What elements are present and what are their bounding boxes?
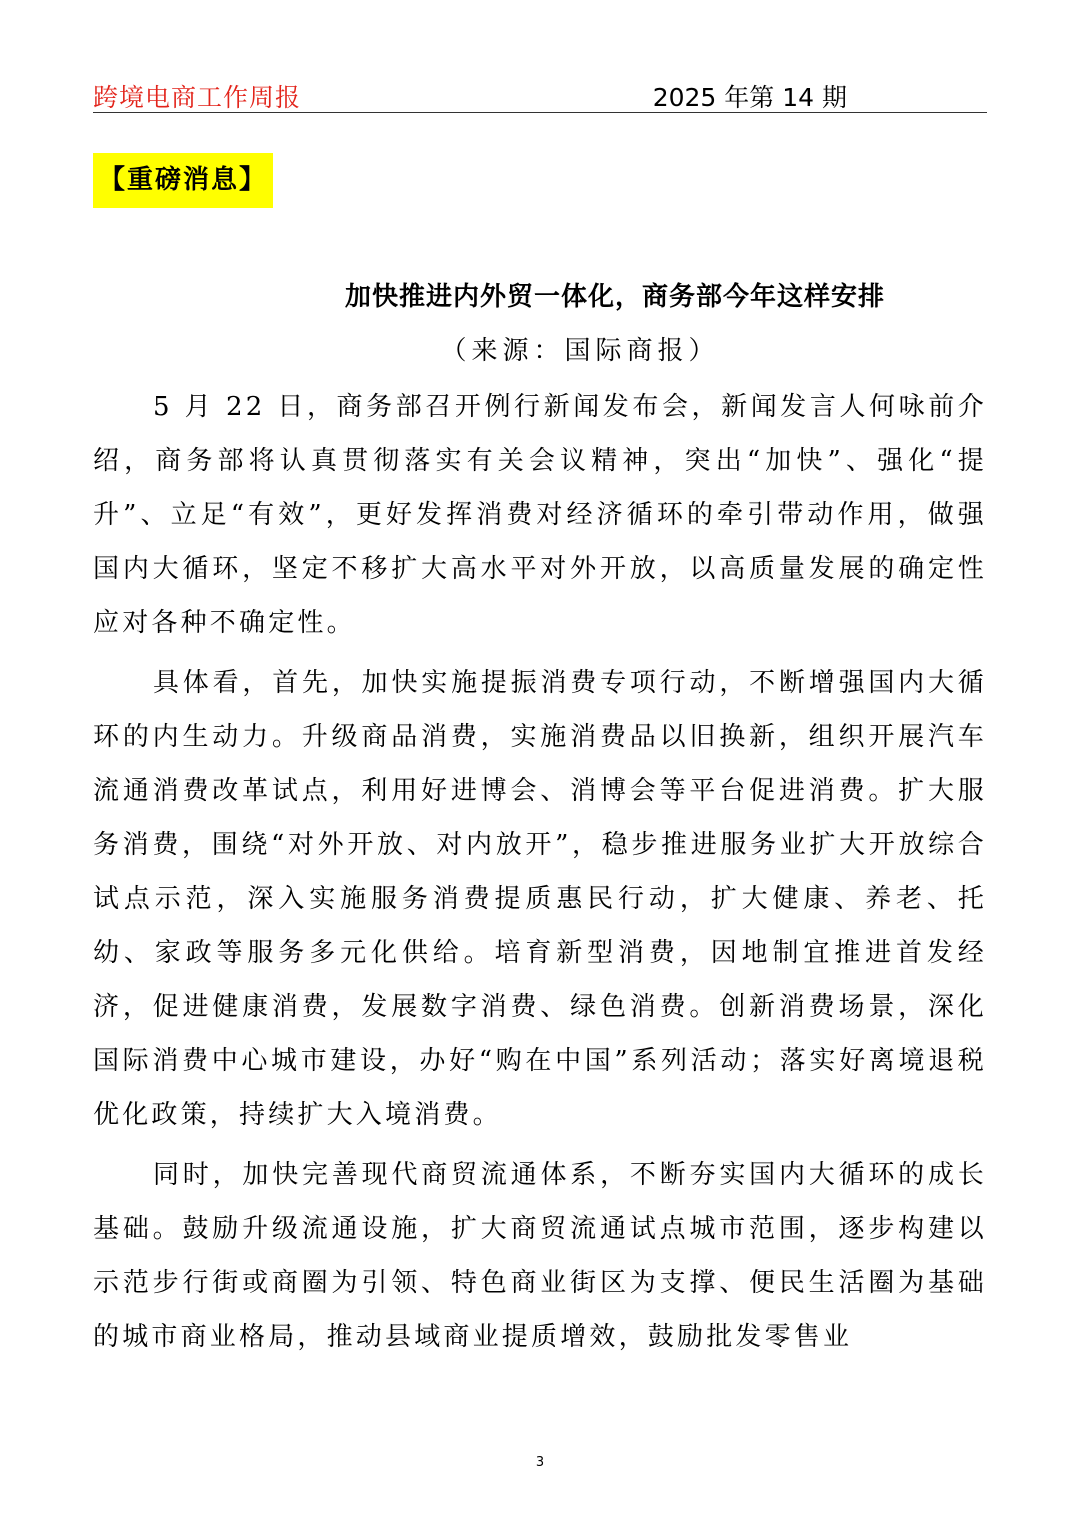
- section-tag: 【重磅消息】: [93, 153, 273, 208]
- article-title: 加快推进内外贸一体化，商务部今年这样安排: [344, 282, 885, 312]
- paragraph: 5 月 22 日，商务部召开例行新闻发布会，新闻发言人何咏前介绍，商务部将认真贯彻落实有关会议精神，突出“加快”、强化“提升”、立足“有效”，更好发挥消费对经济循环的牵引带动作用，做强国内大循环，坚定不移扩大高水平对外开放，以高质量发展的确定性应对各种不确定性。: [93, 392, 987, 638]
- document-header: [93, 74, 987, 113]
- issue-number: 2025 年第 14 期: [652, 83, 847, 112]
- article-body: [93, 380, 987, 1370]
- paragraph: 具体看，首先，加快实施提振消费专项行动，不断增强国内大循环的内生动力。升级商品消费，实施消费品以旧换新，组织开展汽车流通消费改革试点，利用好进博会、消博会等平台促进消费。扩大服务消费，围绕“对外开放、对内放开”，稳步推进服务业扩大开放综合试点示范，深入实施服务消费提质惠民行动，扩大健康、养老、托幼、家政等服务多元化供给。培育新型消费，因地制宜推进首发经济，促进健康消费，发展数字消费、绿色消费。创新消费场景，深化国际消费中心城市建设，办好“购在中国”系列活动；落实好离境退税优化政策，持续扩大入境消费。: [93, 668, 987, 1130]
- paragraph: 同时，加快完善现代商贸流通体系，不断夯实国内大循环的成长基础。鼓励升级流通设施，扩大商贸流通试点城市范围，逐步构建以示范步行街或商圈为引领、特色商业街区为支撑、便民生活圈为基础的城市商业格局，推动县域商业提质增效，鼓励批发零售业: [93, 1160, 987, 1352]
- publication-name: 跨境电商工作周报: [93, 83, 302, 112]
- article-source: （来源：国际商报）: [440, 336, 720, 366]
- page-number: 3: [535, 1455, 545, 1470]
